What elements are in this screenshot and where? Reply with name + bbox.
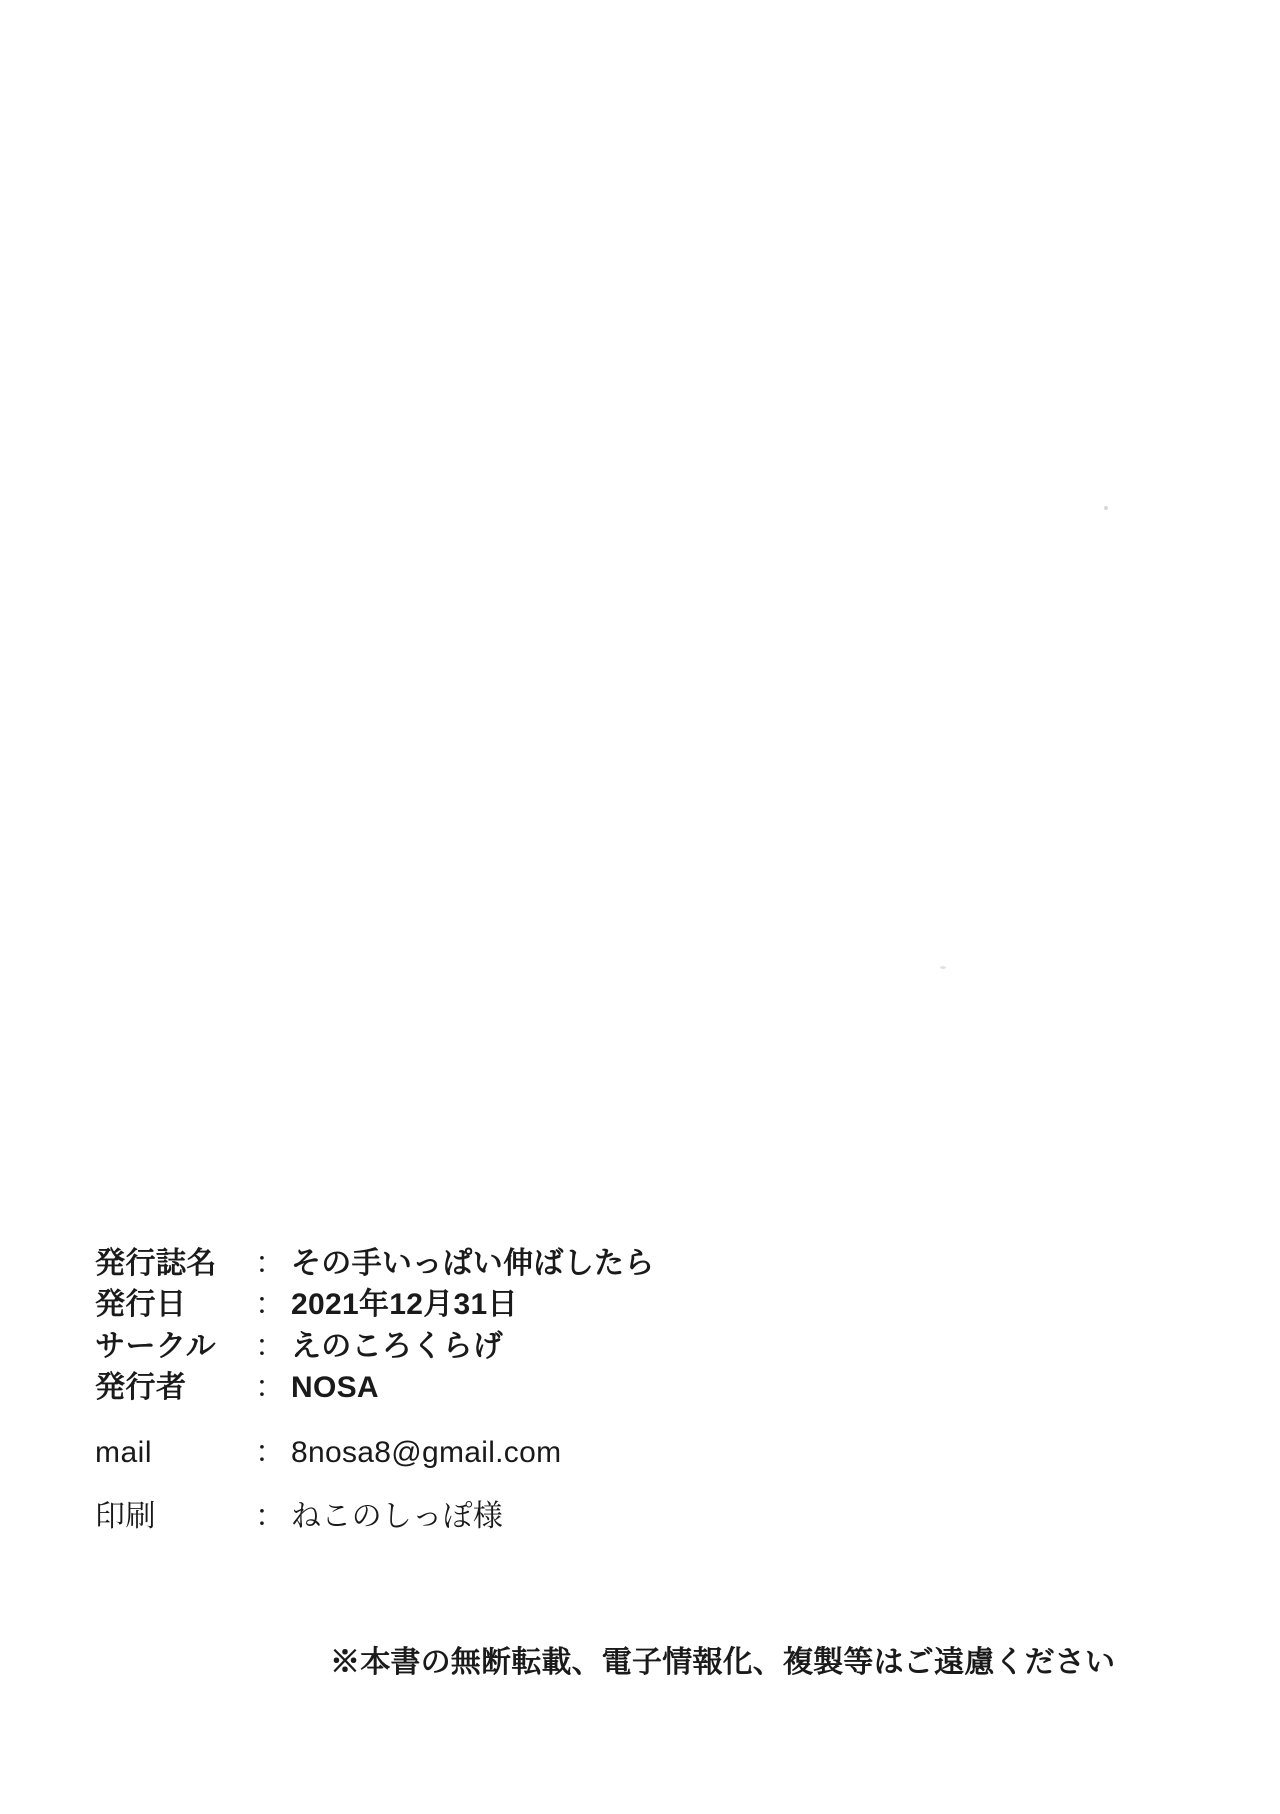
- colophon-row-mail: [95, 1434, 1185, 1472]
- colophon-label-date: 発行日: [95, 1288, 187, 1322]
- colophon-row-printer: [95, 1498, 1185, 1536]
- colophon-separator: ：: [255, 1247, 285, 1280]
- colophon-row-date: [95, 1286, 1185, 1324]
- copyright-notice: ※本書の無断転載、電子情報化、複製等はご遠慮ください: [330, 1646, 1116, 1679]
- colophon-separator: ：: [255, 1288, 285, 1322]
- paper-speck: [1104, 506, 1108, 510]
- colophon-value-printer: ねこのしっぽ様: [291, 1499, 504, 1533]
- colophon-row-title: [95, 1245, 1185, 1283]
- colophon-separator: ：: [255, 1435, 285, 1469]
- colophon-label-circle: サークル: [95, 1329, 217, 1363]
- colophon-value-title: その手いっぱい伸ばしたら: [291, 1247, 655, 1280]
- colophon-separator: ：: [255, 1499, 285, 1533]
- paper-speck: [940, 966, 946, 969]
- colophon-separator: ：: [255, 1329, 285, 1363]
- colophon-label-printer: 印刷: [95, 1499, 156, 1533]
- colophon-label-publisher: 発行者: [95, 1371, 187, 1405]
- colophon-label-mail: mail: [95, 1435, 153, 1469]
- colophon-value-date: 2021年12月31日: [291, 1288, 518, 1322]
- colophon-value-publisher: NOSA: [291, 1371, 379, 1405]
- colophon-value-mail: 8nosa8@gmail.com: [291, 1435, 562, 1469]
- colophon-block: [95, 1245, 1185, 1536]
- colophon-row-publisher: [95, 1369, 1185, 1407]
- colophon-row-circle: [95, 1328, 1185, 1366]
- colophon-label-title: 発行誌名: [95, 1247, 217, 1280]
- colophon-separator: ：: [255, 1371, 285, 1405]
- colophon-value-circle: えのころくらげ: [291, 1329, 504, 1363]
